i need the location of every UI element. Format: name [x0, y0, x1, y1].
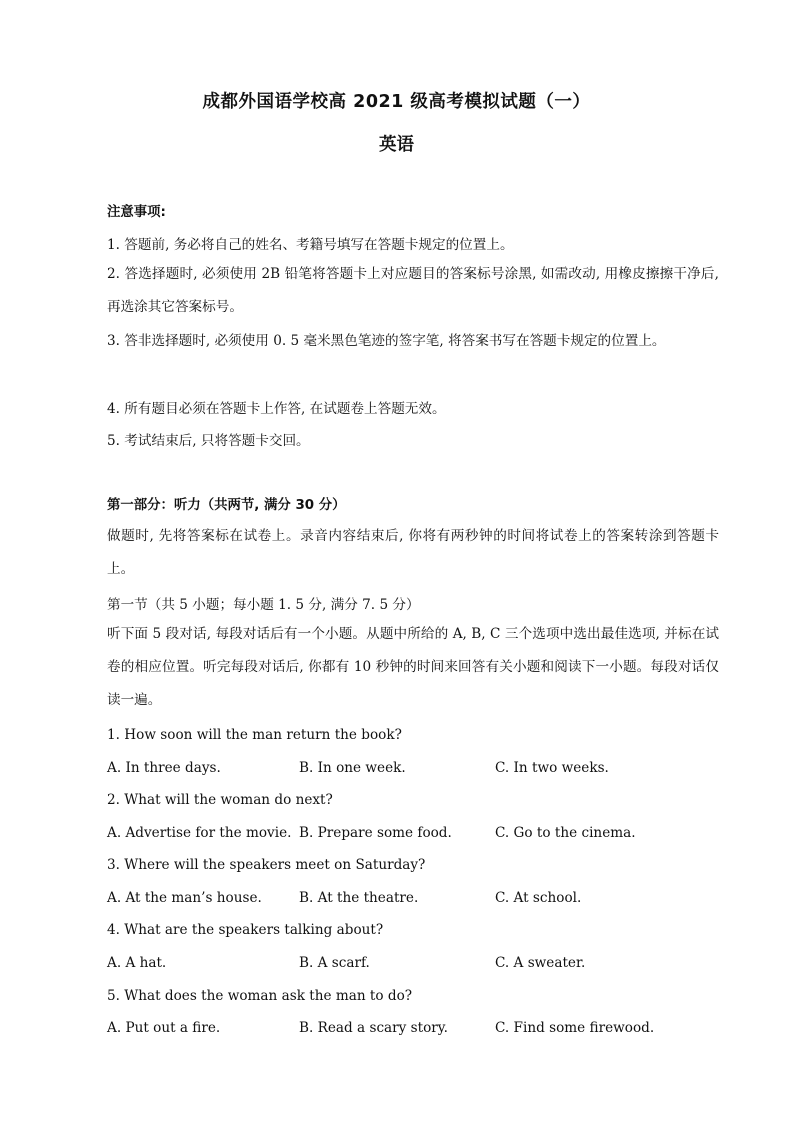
note-item-5: 5. 考试结束后, 只将答题卡交回。 [107, 433, 310, 449]
section1-intro: 听下面 5 段对话, 每段对话后有一个小题。从题中所给的 A, B, C 三个选项中选出最佳选项, 并标在试卷的相应位置。听完每段对话后, 你都有 10 秒钟的时间来回答有关小题和阅读下一小题。每段对话仅读一遍。 [107, 626, 719, 708]
note-item-3: 3. 答非选择题时, 必须使用 0. 5 毫米黑色笔迹的签字笔, 将答案书写在答题卡规定的位置上。 [107, 333, 666, 349]
subject-title: 英语 [379, 135, 414, 155]
question-1-option-c: C. In two weeks. [495, 760, 609, 776]
note-item-4: 4. 所有题目必须在答题卡上作答, 在试题卷上答题无效。 [107, 401, 446, 417]
question-1-option-a: A. In three days. [107, 760, 221, 776]
part1-intro: 做题时, 先将答案标在试卷上。录音内容结束后, 你将有两秒钟的时间将试卷上的答案转涂到答题卡上。 [107, 528, 719, 577]
question-4-stem: 4. What are the speakers talking about? [107, 922, 384, 938]
question-5-option-a: A. Put out a fire. [107, 1020, 221, 1036]
question-3-stem: 3. Where will the speakers meet on Saturday? [107, 857, 426, 873]
question-4-option-a: A. A hat. [107, 955, 167, 971]
question-5-option-c: C. Find some firewood. [495, 1020, 655, 1036]
question-2-option-b: B. Prepare some food. [299, 825, 452, 841]
question-3-option-a: A. At the man’s house. [107, 890, 262, 906]
note-item-1: 1. 答题前, 务必将自己的姓名、考籍号填写在答题卡规定的位置上。 [107, 237, 514, 253]
question-5-option-b: B. Read a scary story. [299, 1020, 448, 1036]
question-2-stem: 2. What will the woman do next? [107, 792, 333, 808]
question-2-option-a: A. Advertise for the movie. [107, 825, 292, 841]
question-3-option-b: B. At the theatre. [299, 890, 419, 906]
question-1-option-b: B. In one week. [299, 760, 406, 776]
question-1-stem: 1. How soon will the man return the book? [107, 727, 402, 743]
note-item-2: 2. 答选择题时, 必须使用 2B 铅笔将答题卡上对应题目的答案标号涂黑, 如需改动, 用橡皮擦擦干净后, 再选涂其它答案标号。 [107, 266, 719, 315]
question-5-stem: 5. What does the woman ask the man to do? [107, 988, 413, 1004]
question-4-option-b: B. A scarf. [299, 955, 370, 971]
part1-heading: 第一部分：听力（共两节, 满分 30 分） [107, 498, 346, 513]
exam-title: 成都外国语学校高 2021 级高考模拟试题（一） [202, 92, 591, 112]
question-3-option-c: C. At school. [495, 890, 582, 906]
question-4-option-c: C. A sweater. [495, 955, 586, 971]
question-2-option-c: C. Go to the cinema. [495, 825, 636, 841]
section1-heading: 第一节（共 5 小题；每小题 1. 5 分, 满分 7. 5 分） [107, 597, 420, 613]
notes-heading: 注意事项: [107, 205, 166, 220]
